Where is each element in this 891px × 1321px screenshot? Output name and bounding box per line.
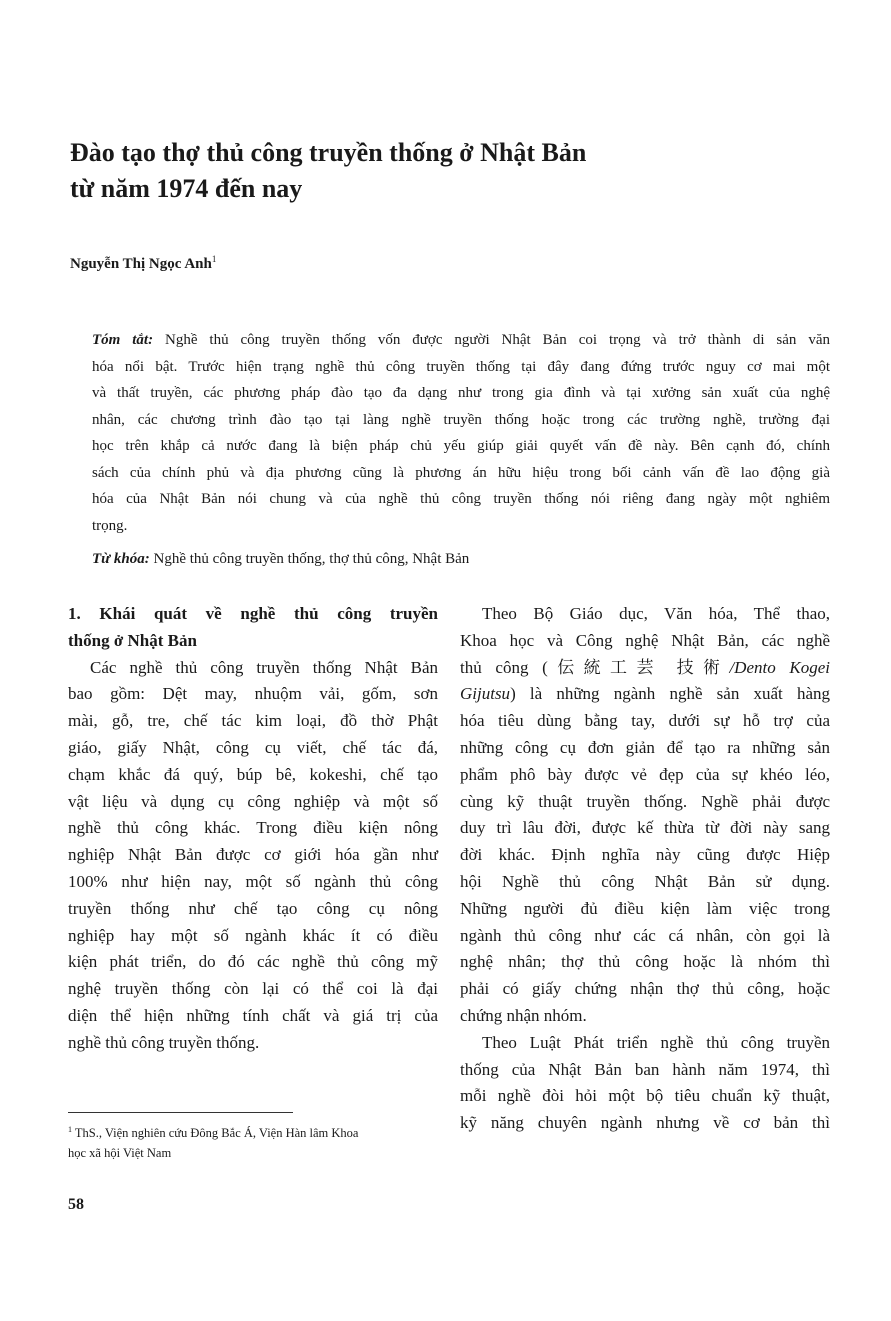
author-text: Nguyễn Thị Ngọc Anh <box>70 256 212 272</box>
footnote-line-1 <box>68 1120 438 1143</box>
body-line: vật liệu và dụng cụ công nghiệp và một số <box>68 791 438 811</box>
abstract-line: nhân, các chương trình đào tạo tại làng nghề truyền thống hoặc trong các trường nghề, trường đại <box>92 411 830 428</box>
section-heading-line-1: 1. Khái quát về nghề thủ công truyền <box>68 604 438 623</box>
romanized-term: Gijutsu <box>460 684 511 704</box>
footnote <box>68 1120 438 1163</box>
abstract-line: hóa của Nhật Bản nói chung và của nghề thủ công truyền thống nói riêng đang ngày một nghiêm <box>92 491 830 507</box>
abstract-line-text: Nghề thủ công truyền thống vốn được người Nhật Bản coi trọng và trở thành di sản văn <box>153 332 830 348</box>
left-column <box>68 601 438 1057</box>
body-line: đời khác. Định nghĩa này cũng được Hiệp <box>460 845 830 865</box>
body-line: nghiệp hay một số ngành khác ít có điều <box>68 925 438 945</box>
body-line: mỗi nghề đòi hỏi một bộ tiêu chuẩn kỹ thuật, <box>460 1086 830 1106</box>
body-line: Các nghề thủ công truyền thống Nhật Bản <box>90 657 438 677</box>
footnote-divider <box>68 1112 293 1113</box>
body-line: hóa tiêu dùng bằng tay, dưới sự hỗ trợ của <box>460 711 830 731</box>
body-line: giáo, giấy Nhật, công cụ viết, chế tác đá, <box>68 737 438 757</box>
abstract-line: học trên khắp cả nước đang là biện pháp chủ yếu giúp giải quyết vấn đề này. Bên cạnh đó, chính <box>92 438 830 454</box>
body-line: cùng kỹ thuật truyền thống. Nghề phải được <box>460 791 830 811</box>
body-line: bao gồm: Dệt may, nhuộm vải, gốm, sơn <box>68 684 438 704</box>
body-line: nghệ nhân; thợ thủ công hoặc là nhóm thì <box>460 952 830 972</box>
keywords <box>92 551 469 568</box>
section-heading-line-2: thống ở Nhật Bản <box>68 630 197 650</box>
body-line: Theo Luật Phát triển nghề thủ công truyền <box>482 1032 830 1052</box>
abstract-line: sách của chính phủ và địa phương cũng là phương án hữu hiệu trong bối cảnh vấn đề lao động già <box>92 464 830 481</box>
body-line <box>460 655 830 682</box>
body-line: Theo Bộ Giáo dục, Văn hóa, Thể thao, <box>482 604 830 623</box>
footnote-mark: 1 <box>68 1125 72 1134</box>
body-line: ngành thủ công như các cá nhân, còn gọi là <box>460 925 830 945</box>
body-line: diện thể hiện những tính chất và giá trị của <box>68 1005 438 1025</box>
body-text: thủ công ( <box>460 657 548 677</box>
body-line: mài, gỗ, tre, chế tác kim loại, đồ thờ Phật <box>68 711 438 731</box>
body-line: truyền thống như chế tạo công cụ nông <box>68 898 438 918</box>
body-line: chứng nhận nhóm. <box>460 1005 587 1025</box>
body-line: chạm khắc đá quý, búp bê, kokeshi, chế tạo <box>68 764 438 784</box>
body-line: 100% như hiện nay, một số ngành thủ công <box>68 871 438 891</box>
body-line: Những người đủ điều kiện làm việc trong <box>460 898 830 918</box>
abstract-line: hóa nổi bật. Trước hiện trạng nghề thủ công truyền thống tại đây đang đứng trước nguy cơ mai một <box>92 358 830 375</box>
body-line: Khoa học và Công nghệ Nhật Bản, các nghề <box>460 630 830 650</box>
right-column <box>460 601 830 1137</box>
body-line <box>460 681 830 708</box>
body-text: ) là những ngành nghề sản xuất hàng <box>510 684 830 704</box>
body-line: duy trì lâu đời, được kế thừa từ đời này sang <box>460 818 830 838</box>
abstract-line: và thất truyền, các phương pháp đào tạo đa dạng như trong gia đình và tại xưởng sản xuất của nghệ <box>92 385 830 401</box>
body-line: nghề thủ công khác. Trong điều kiện nông <box>68 818 438 838</box>
title-line-2: từ năm 1974 đến nay <box>70 174 303 203</box>
body-line: kiện phát triển, do đó các nghề thủ công mỹ <box>68 952 438 972</box>
author-footnote-mark: 1 <box>211 254 217 264</box>
author-name <box>70 254 216 273</box>
abstract-label: Tóm tắt: <box>92 332 154 348</box>
abstract-line <box>92 327 830 354</box>
body-line: thống của Nhật Bản ban hành năm 1974, thì <box>460 1059 830 1079</box>
title-line-1: Đào tạo thợ thủ công truyền thống ở Nhật Bản <box>70 138 587 167</box>
body-line: những công cụ đơn giản để tạo ra những sản <box>460 737 830 757</box>
keywords-text: Nghề thủ công truyền thống, thợ thủ công, Nhật Bản <box>149 551 470 567</box>
abstract <box>92 327 830 539</box>
keywords-label: Từ khóa: <box>92 551 150 567</box>
footnote-text: ThS., Viện nghiên cứu Đông Bắc Á, Viện Hàn lâm Khoa <box>72 1126 359 1141</box>
romanized-term: /Dento Kogei <box>729 657 830 677</box>
footnote-line-2: học xã hội Việt Nam <box>68 1146 172 1161</box>
article-title <box>70 135 790 207</box>
body-line: kỹ năng chuyên ngành nhưng về cơ bản thì <box>460 1113 830 1133</box>
body-line: phải có giấy chứng nhận thợ thủ công, hoặc <box>460 979 830 999</box>
abstract-line: trọng. <box>92 517 128 534</box>
page-number: 58 <box>68 1196 84 1213</box>
japanese-term: 伝統工芸 技術 <box>547 657 730 677</box>
body-line: phẩm phô bày được vẻ đẹp của sự khéo léo, <box>460 764 830 784</box>
body-line: nghiệp Nhật Bản được cơ giới hóa gần như <box>68 845 438 865</box>
body-line: hội Nghề thủ công Nhật Bản sử dụng. <box>460 871 830 891</box>
body-line: nghệ truyền thống còn lại có thể coi là đại <box>68 979 438 999</box>
body-line: nghề thủ công truyền thống. <box>68 1032 260 1052</box>
